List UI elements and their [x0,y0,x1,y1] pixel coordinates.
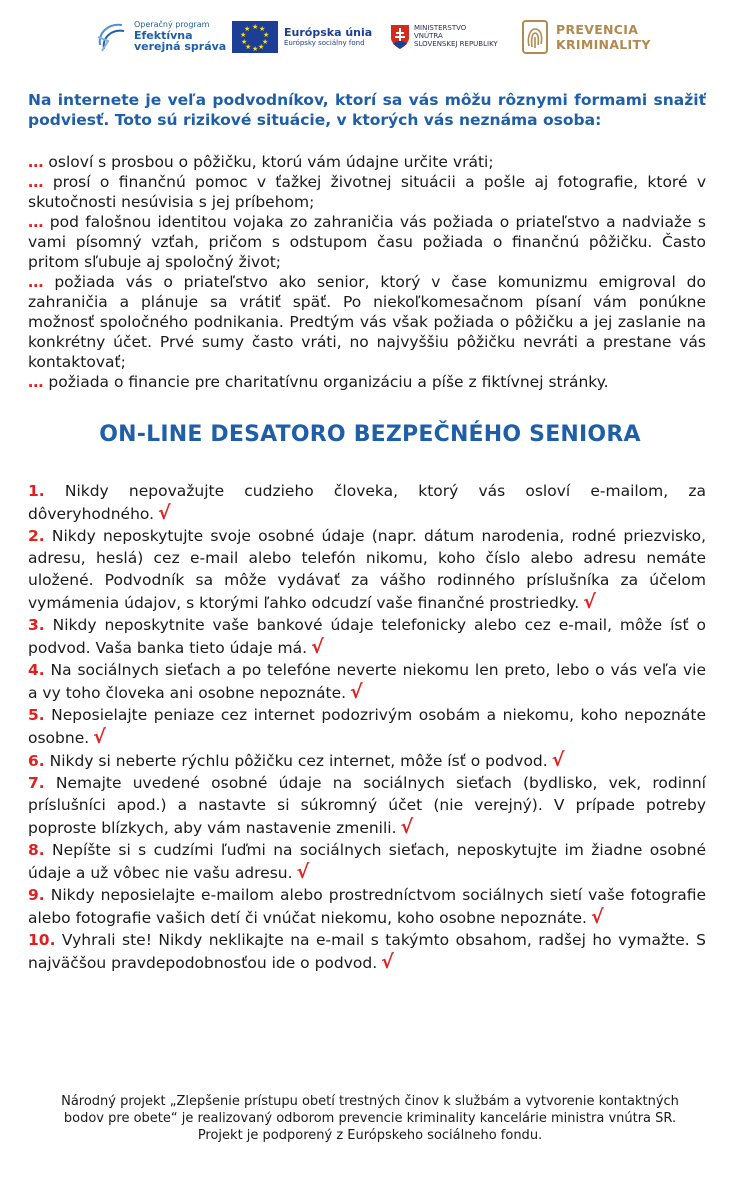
tip-text: Nikdy si neberte rýchlu pôžičku cez internet, môže ísť o podvod. [44,752,548,770]
checkmark-icon: √ [551,749,565,771]
intro-paragraph: Na internete je veľa podvodníkov, ktorí sa vás môžu rôznymi formami snažiť podviesť. Toto sú rizikové situácie, v ktorých vás neznáma osoba: [28,91,706,129]
ellipsis-marker: … [28,373,44,391]
ministry-line3: SLOVENSKEJ REPUBLIKY [414,39,498,48]
header-logos [0,12,740,62]
oppvs-line2: Efektívna [134,28,193,42]
tip-text: Na sociálnych sieťach a po telefóne neverte niekomu len preto, lebo o vás veľa vie a vy toho človeka ani osobne nepoznáte. [28,661,706,702]
tip-number: 4. [28,661,45,679]
risk-text: požiada vás o priateľstvo ako senior, ktorý v čase komunizmu emigroval do zahraničia a plánuje sa vrátiť späť. Po niekoľkomesačnom písaní vám ponúkne možnosť spoločného podnikania. Predtým vás však požiada o pôžičku a jej zaslanie na konkrétny účet. Prvé sumy často vráti, no najvyššiu pôžičku nevráti a prestane vás kontaktovať; [28,273,706,371]
tip-number: 9. [28,886,45,904]
checkmark-icon: √ [158,502,171,524]
checkmark-icon: √ [590,906,604,928]
eu-line1: Európska únia [284,25,373,39]
tip-text: Nikdy neposkytujte svoje osobné údaje (napr. dátum narodenia, rodné priezvisko, adresu, heslá) cez e-mail alebo telefón nikomu, koho číslo alebo adresu nemáte uložené. Podvodník sa môže vydávať za vášho rodinného príslušníka za účelom vymámenia údajov, s ktorými ľahko odcudzí vaše finančné prostriedky. [28,527,706,612]
risk-item [28,152,706,172]
oppvs-line1: Operačný program [134,20,210,30]
checkmark-icon: √ [381,951,394,973]
ministry-line1: MINISTERSTVO [414,24,467,33]
oppvs-swirl-icon [94,19,130,55]
slovak-coat-of-arms-icon [390,24,410,50]
tip-text: Nepíšte si s cudzími ľuďmi na sociálnych sieťach, neposkytujte im žiadne osobné údaje a už vôbec nie vašu adresu. [28,841,706,882]
tip-item [28,525,706,614]
prevention-line1: PREVENCIA [556,22,639,37]
tip-number: 3. [28,616,45,634]
tip-item [28,659,706,704]
risk-text: požiada o financie pre charitatívnu organizáciu a píše z fiktívnej stránky. [43,373,609,391]
ministry-logo [390,12,498,62]
tips-list [28,480,706,974]
tip-text: Nikdy neposielajte e-mailom alebo prostredníctvom sociálnych sietí vaše fotografie alebo fotografie vašich detí či vnúčat niekomu, koho osobne nepoznáte. [28,886,706,927]
tip-number: 6. [28,752,45,770]
tip-number: 5. [28,706,45,724]
ellipsis-marker: … [28,273,44,291]
tip-item [28,929,706,974]
tip-item [28,704,706,749]
tip-item [28,749,706,772]
tip-text: Nikdy nepovažujte cudzieho človeka, ktorý vás osloví e-mailom, za dôveryhodného. [28,482,706,523]
tip-item [28,480,706,525]
tip-item [28,772,706,839]
tip-number: 2. [28,527,45,545]
fingerprint-icon [522,20,548,54]
risk-item [28,372,706,392]
risk-item [28,172,706,212]
ellipsis-marker: … [28,213,44,231]
page-title: ON-LINE DESATORO BEZPEČNÉHO SENIORA [99,422,641,447]
checkmark-icon: √ [311,636,324,658]
oppvs-line3: verejná správa [134,40,227,54]
tip-text: Vyhrali ste! Nikdy neklikajte na e-mail s takýmto obsahom, radšej ho vymažte. S najväčšou pravdepodobnosťou ide o podvod. [28,931,706,972]
prevention-line2: KRIMINALITY [556,37,651,52]
checkmark-icon: √ [93,726,106,748]
tip-number: 8. [28,841,45,859]
checkmark-icon: √ [296,861,310,883]
eu-line2: Európsky sociálny fond [284,39,365,48]
tip-item [28,614,706,659]
tip-text: Neposielajte peniaze cez internet podozrivým osobám a niekomu, koho nepoznáte osobne. [28,706,706,747]
footer-note: Národný projekt „Zlepšenie prístupu obetí trestných činov k službám a vytvorenie kontaktných bodov pre obete“ je realizovaný odborom prevencie kriminality kancelárie ministra vnútra SR. Projekt je podporený z Európskeho sociálneho fondu. [61,1094,679,1143]
tip-number: 7. [28,774,45,792]
risk-text: prosí o finančnú pomoc v ťažkej životnej situácii a pošle aj fotografie, ktoré v skutočnosti nesúvisia s jej príbehom; [28,173,706,211]
risk-item [28,272,706,372]
eu-logo [232,12,372,62]
risk-list [28,152,706,392]
tip-number: 1. [28,482,45,500]
ellipsis-marker: … [28,173,44,191]
checkmark-icon: √ [583,591,596,613]
ellipsis-marker: … [28,153,44,171]
risk-item [28,212,706,272]
checkmark-icon: √ [350,681,363,703]
checkmark-icon: √ [400,816,414,838]
tip-text: Nemajte uvedené osobné údaje na sociálnych sieťach (bydlisko, vek, rodinní príslušníci apod.) a nastavte si súkromný účet (nie verejný). V prípade potreby poproste blízkych, aby vám nastavenie zmenili. [28,774,706,837]
eu-flag-icon: ★ ★ ★ ★ ★ ★ ★ ★ ★ ★ [232,21,278,53]
ministry-line2: VNÚTRA [414,32,443,41]
tip-item [28,839,706,884]
tip-number: 10. [28,931,56,949]
risk-text: pod falošnou identitou vojaka zo zahraničia vás požiada o priateľstvo a nadviaže s vami písomný vzťah, pričom s odstupom času požiada o finančnú pôžičku. Často pritom sľubuje aj spoločný život; [28,213,706,271]
tip-text: Nikdy neposkytnite vaše bankové údaje telefonicky alebo cez e-mail, môže ísť o podvod. Vaša banka tieto údaje má. [28,616,706,657]
risk-text: osloví s prosbou o pôžičku, ktorú vám údajne určite vráti; [43,153,494,171]
tip-item [28,884,706,929]
prevention-logo [522,12,651,62]
oppvs-logo [94,12,226,62]
